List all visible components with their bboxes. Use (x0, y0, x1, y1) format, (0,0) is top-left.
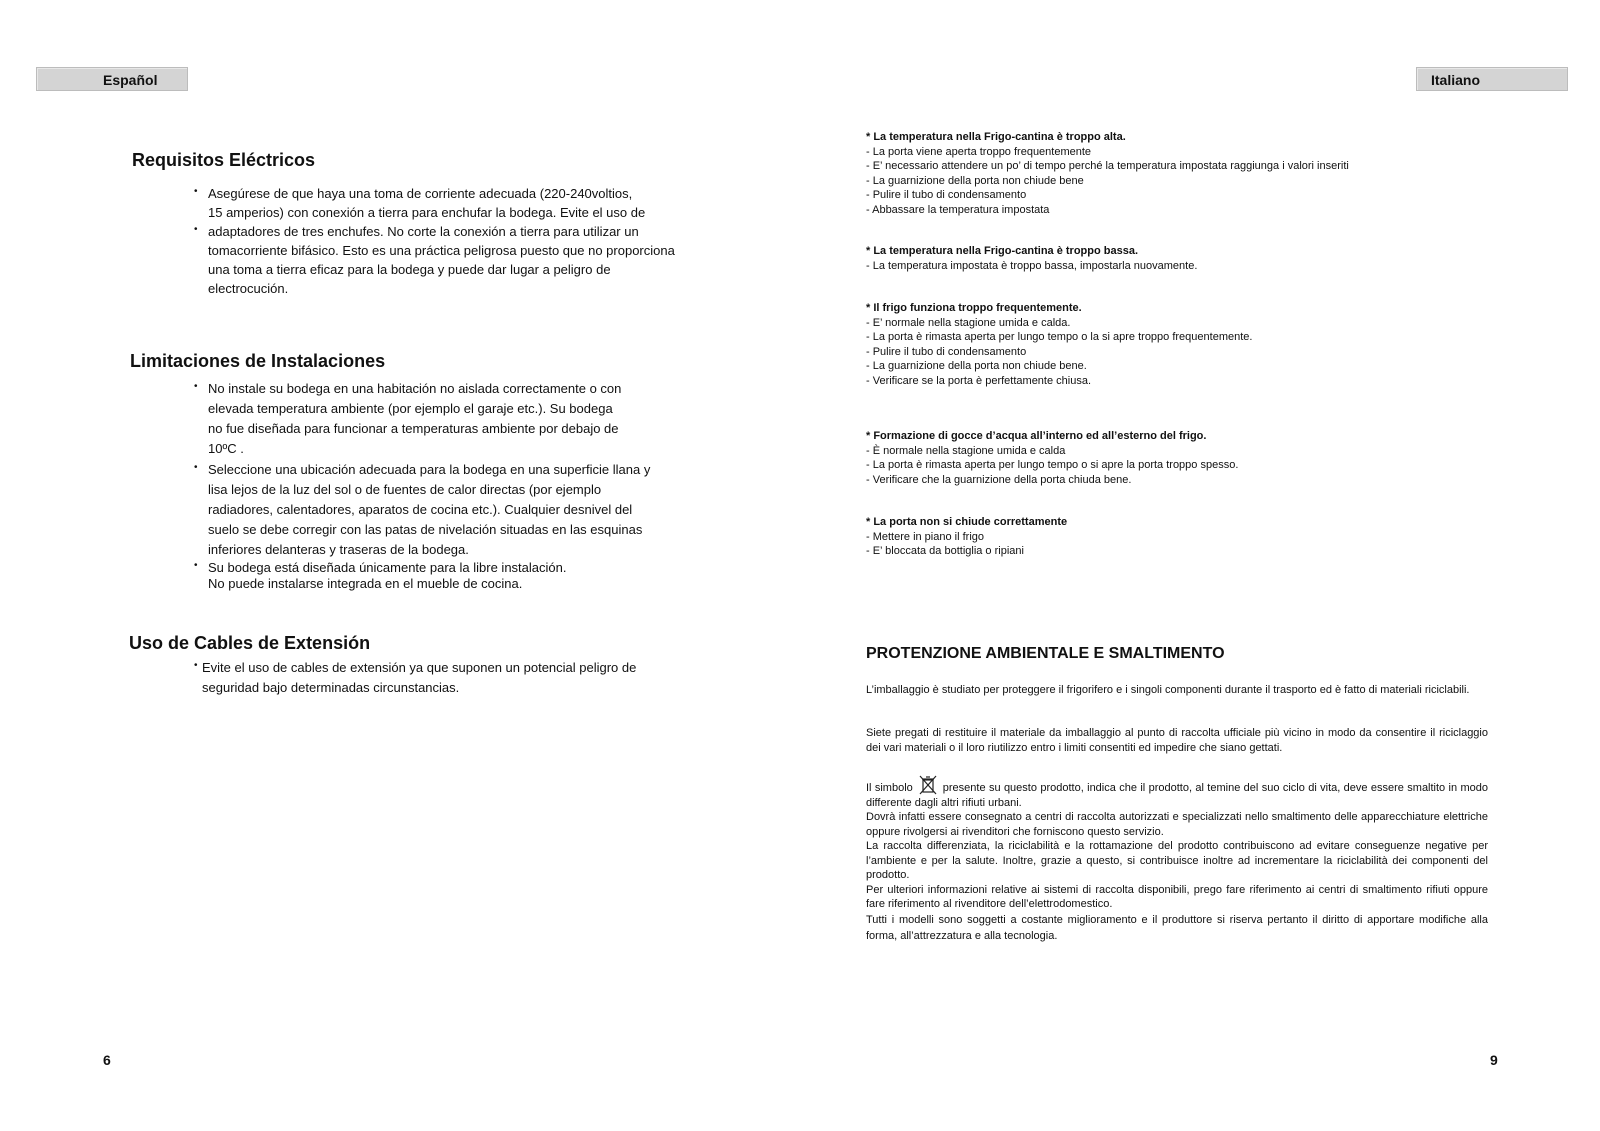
crossed-bin-icon (919, 775, 937, 795)
heading-limitaciones: Limitaciones de Instalaciones (130, 351, 386, 371)
heading-requisitos: Requisitos Eléctricos (132, 150, 316, 170)
language-tab-italian: Italiano (1416, 67, 1568, 91)
trouble-item-water-drops: * Formazione di gocce d’acqua all’interno ed all’esterno del frigo. - È normale nella stagione umida e calda - La porta è rimasta aperta per lungo tempo o si apre la porta troppo spesso. - Verificare che la guarnizione della porta chiuda bene. (866, 430, 1239, 486)
heading-extension: Uso de Cables de Extensión (129, 633, 371, 653)
paragraph-disposal: Il simbolo presente su questo prodotto, indica che il prodotto, al temine del suo ciclo di vita, deve essere smaltito in modo differente dagli altri rifiuti urbani. Dovrà infatti essere consegnato a centri di raccolta autorizzati e specializzati nello smaltimento delle apparecchiature elettriche oppure rivolgersi ai rivenditori che forniscono questo servizio. La raccolta differenziata, la riciclabilità e la rottamazione del prodotto contribuiscono ad evitare conseguenze negative per l’ambiente e per la salute. Inoltre, grazie a questo, si contribuisce inoltre ad incrementare la riciclabilità dei componenti del prodotto. Per ulteriori informazioni relative ai sistemi di raccolta disponibili, prego fare riferimento ai centri di smaltimento rifiuti oppure fare riferimento al rivenditore dell’elettrodomestico. Tutti i modelli sono soggetti a costante miglioramento e il produttore si riserva pertanto il diritto di apportare modifiche alla forma, all’attrezzatura e alla tecnologia. (866, 775, 1488, 945)
section-extension: • Evite el uso de cables de extensión ya que suponen un potencial peligro de seguridad bajo determinadas circunstancias. (194, 658, 636, 698)
bullet: • (194, 186, 198, 197)
paragraph-recycling: Siete pregati di restituire il materiale da imballaggio al punto di raccolta ufficiale più vicino in modo da consentire il riciclaggio dei vari materiali o il loro riutilizzo entro i limiti consentiti ed impedire che siano gettati. (866, 727, 1488, 754)
trouble-item-runs-often: * Il frigo funziona troppo frequentemente. - E’ normale nella stagione umida e calda. - La porta è rimasta aperta per lungo tempo o la si apre troppo frequentemente. - Pulire il tubo di condensamento - La guarnizione della porta non chiude bene. - Verificare se la porta è perfettamente chiusa. (866, 302, 1253, 387)
paragraph-packaging: L’imballaggio è studiato per proteggere il frigorifero e i singoli componenti durante il trasporto ed è fatto di materiali riciclabili. (866, 684, 1470, 696)
language-tab-spanish: Español (36, 67, 188, 91)
trouble-item-too-warm: * La temperatura nella Frigo-cantina è troppo alta. - La porta viene aperta troppo frequentemente - E’ necessario attendere un po’ di tempo perché la temperatura impostata raggiunga i valori inseriti - La guarnizione della porta non chiude bene - Pulire il tubo di condensamento - Abbassare la temperatura impostata (866, 131, 1349, 216)
trouble-item-too-cold: * La temperatura nella Frigo-cantina è troppo bassa. - La temperatura impostata è troppo bassa, impostarla nuovamente. (866, 245, 1198, 272)
page-number-right: 9 (1490, 1052, 1498, 1068)
page-number-left: 6 (103, 1052, 111, 1068)
section-limitaciones: • No instale su bodega en una habitación no aislada correctamente o con elevada temperatura ambiente (por ejemplo el garaje etc.). Su bodega no fue diseñada para funcionar a temperaturas ambiente por debajo de 10ºC . • Seleccione una ubicación adecuada para la bodega en una superficie llana y lisa lejos de la luz del sol o de fuentes de calor directas (por ejemplo radiadores, calentadores, aparatos de cocina etc.). Cualquier desnivel del suelo se debe corregir con las patas de nivelación situadas en las esquinas inferiores delanteras y traseras de la bodega. • Su bodega está diseñada únicamente para la libre instalación. No puede instalarse integrada en el mueble de cocina. (194, 379, 650, 592)
section-requisitos: • Asegúrese de que haya una toma de corriente adecuada (220-240voltios, 15 amperios) con conexión a tierra para enchufar la bodega. Evite el uso de • adaptadores de tres enchufes. No corte la conexión a tierra para utilizar un tomacorriente bifásico. Esto es una práctica peligrosa puesto que no proporciona una toma a tierra eficaz para la bodega y puede dar lugar a peligro de electrocución. (194, 184, 675, 298)
bullet: • (194, 560, 198, 571)
bullet: • (194, 381, 198, 392)
bullet: • (194, 660, 198, 671)
trouble-item-door: * La porta non si chiude correttamente - Mettere in piano il frigo - E’ bloccata da bottiglia o ripiani (866, 516, 1068, 557)
bullet: • (194, 462, 198, 473)
heading-environment: PROTENZIONE AMBIENTALE E SMALTIMENTO (866, 645, 1225, 662)
bullet: • (194, 224, 198, 235)
